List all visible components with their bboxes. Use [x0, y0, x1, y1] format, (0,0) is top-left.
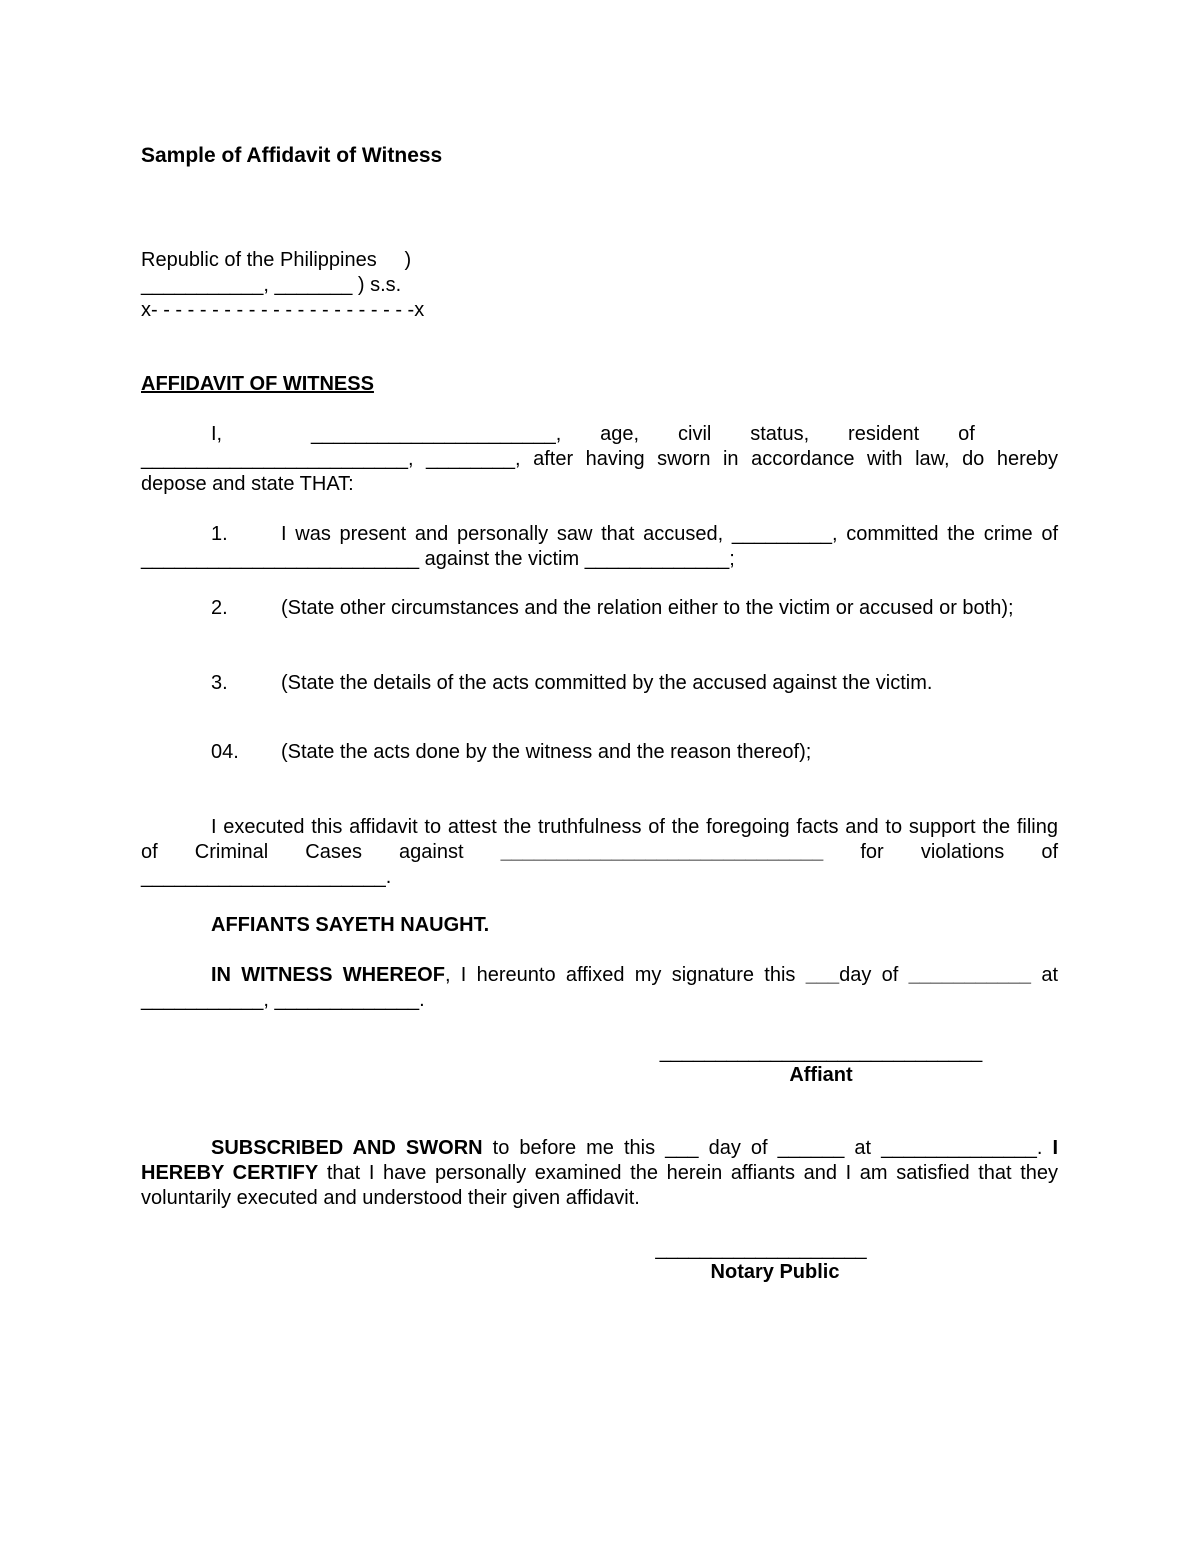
witness-text: , I hereunto affixed my signature this: [444, 964, 796, 986]
item-4: [141, 740, 1058, 765]
affiant-signature: [636, 1040, 1006, 1088]
item-3: [141, 671, 1058, 696]
sayeth-naught: [141, 913, 1058, 938]
subscribed-text: to before me this ___ day of ______ at ______________.: [492, 1137, 1043, 1159]
venue-line-2: ___________, _______ ) s.s.: [141, 274, 402, 296]
notary-label: Notary Public: [710, 1261, 840, 1283]
witness-text-2: day of: [839, 964, 899, 986]
executed-paragraph: [141, 815, 1058, 890]
item-4-number: 04.: [211, 741, 239, 763]
item-2: [141, 596, 1058, 621]
intro-line-1: I, ______________________, age, civil status, resident of: [211, 423, 975, 445]
notary-signature-line: ___________________: [655, 1238, 867, 1260]
item-1: [141, 522, 1058, 572]
item-2-text: (State other circumstances and the relation either to the victim or accused or both);: [281, 597, 1014, 619]
venue-line-1: Republic of the Philippines ): [141, 249, 412, 271]
executed-text: I executed this affidavit to attest the truthfulness of the foregoing facts and to support the filing of Criminal Cases against: [141, 816, 1058, 863]
subscribed-paragraph: [141, 1136, 1058, 1211]
item-4-text: (State the acts done by the witness and the reason thereof);: [281, 741, 812, 763]
notary-signature: [636, 1237, 886, 1285]
affiant-signature-line: _____________________________: [659, 1041, 983, 1063]
item-3-text: (State the details of the acts committed by the accused against the victim.: [281, 672, 933, 694]
item-1-number: 1.: [211, 523, 228, 545]
witness-text-3: at ___________, _____________.: [141, 964, 1059, 1011]
witness-paragraph: [141, 963, 1058, 1013]
accused-blank: _____________________________: [500, 841, 824, 863]
witness-bold: IN WITNESS WHEREOF: [211, 964, 445, 986]
venue-block: [141, 248, 424, 323]
subscribed-bold: SUBSCRIBED AND SWORN: [211, 1137, 483, 1159]
certify-bold: I HEREBY CERTIFY: [141, 1137, 1059, 1184]
month-blank: ___________: [908, 964, 1032, 986]
item-2-number: 2.: [211, 597, 228, 619]
subscribed-text-2: that I have personally examined the herein affiants and I am satisfied that they voluntarily executed and understood their given affidavit.: [141, 1162, 1058, 1209]
intro-paragraph: [141, 422, 1058, 497]
affidavit-heading: AFFIDAVIT OF WITNESS: [141, 373, 374, 395]
day-blank: ___: [805, 964, 840, 986]
document-title: Sample of Affidavit of Witness: [141, 144, 443, 167]
item-1-text: I was present and personally saw that accused, _________, committed the crime of _________________________ against the victim _____________;: [141, 523, 1058, 570]
sayeth-text: AFFIANTS SAYETH NAUGHT.: [211, 914, 490, 936]
item-3-number: 3.: [211, 672, 228, 694]
executed-text-2: for violations of ______________________.: [141, 841, 1059, 888]
venue-line-3: x- - - - - - - - - - - - - - - - - - - - - -x: [141, 299, 425, 321]
affiant-label: Affiant: [789, 1064, 853, 1086]
intro-line-2: ________________________, ________, after having sworn in accordance with law, do hereby depose and state THAT:: [141, 448, 1058, 495]
